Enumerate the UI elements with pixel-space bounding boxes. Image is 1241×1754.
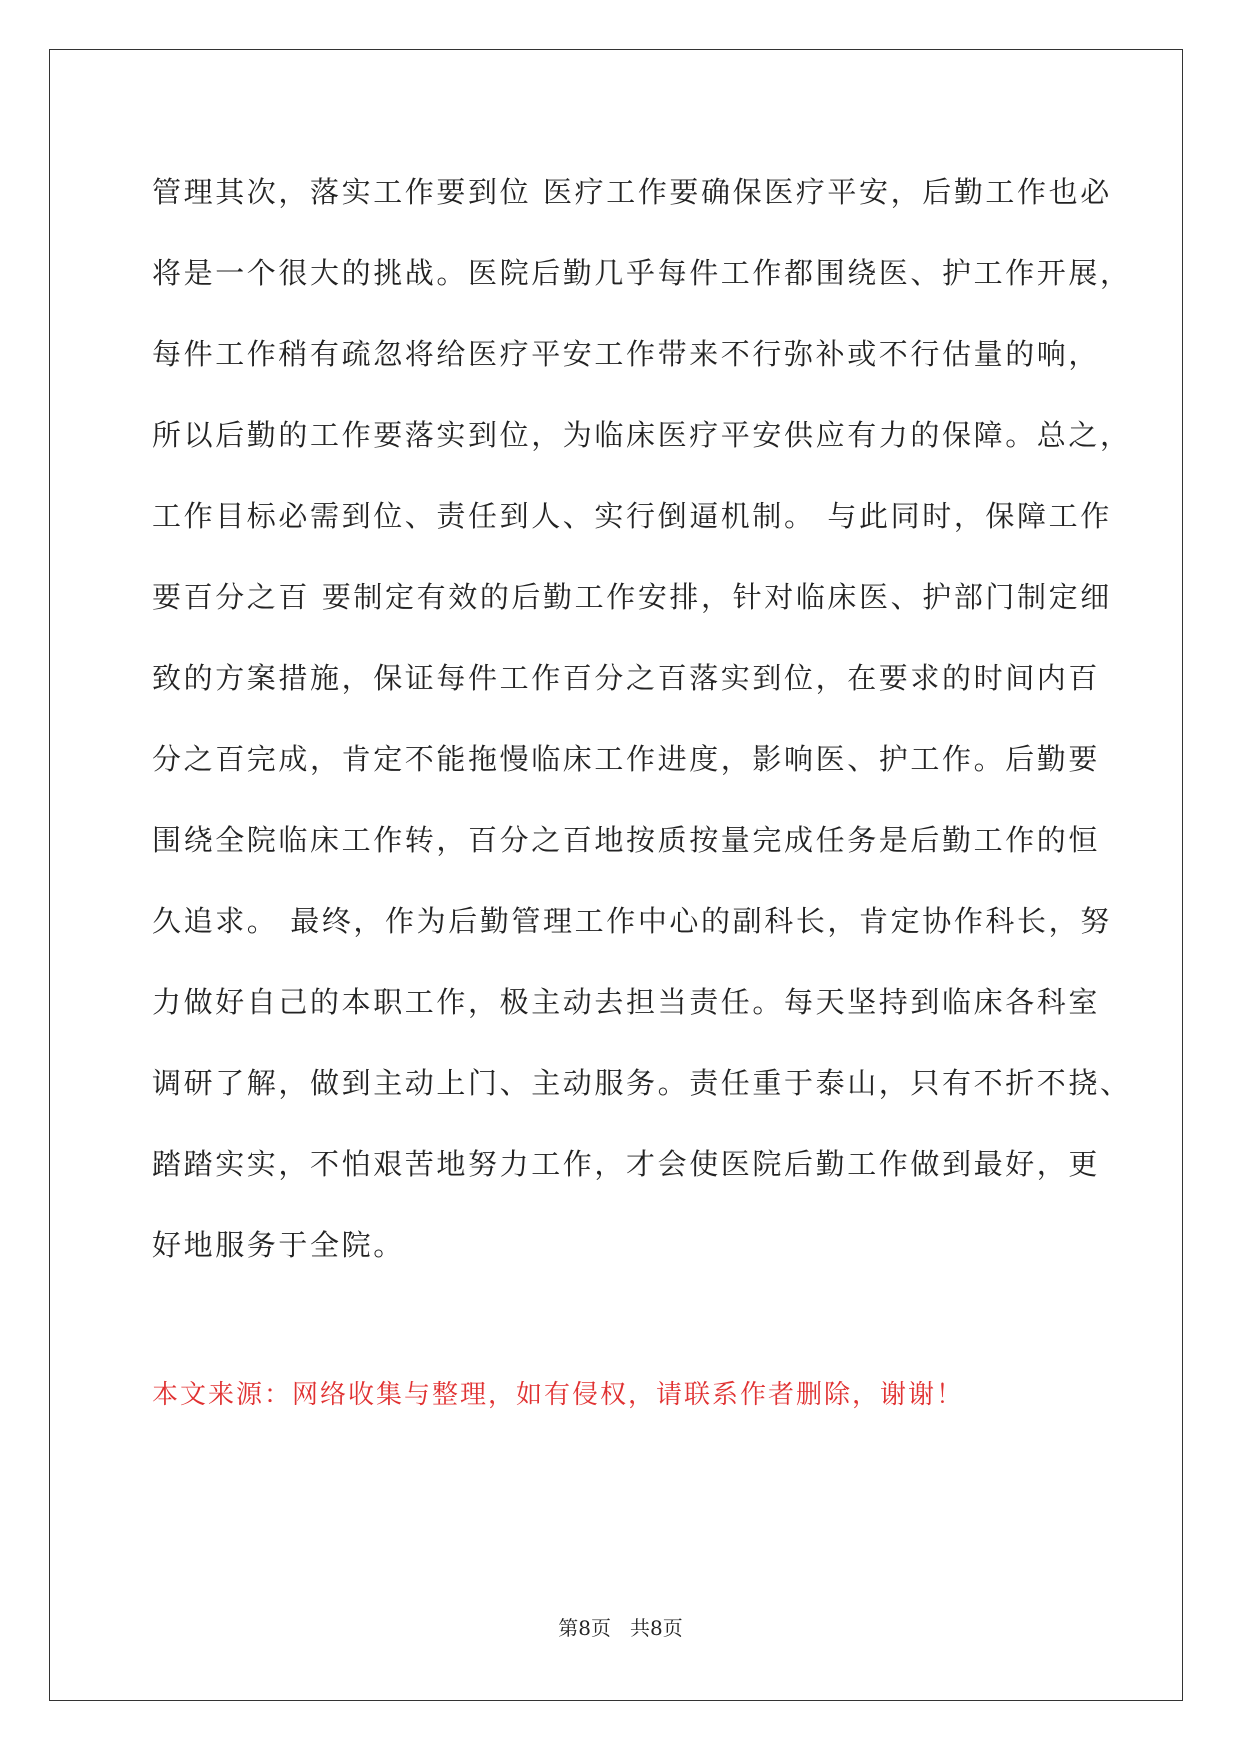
body-line: 管理其次，落实工作要到位 医疗工作要确保医疗平安，后勤工作也必 [152, 175, 1112, 209]
body-line: 致的方案措施，保证每件工作百分之百落实到位，在要求的时间内百 [152, 661, 1101, 695]
body-text [152, 162, 1132, 1296]
source-note: 本文来源：网络收集与整理，如有侵权，请联系作者删除，谢谢！ [152, 1380, 965, 1410]
body-line: 力做好自己的本职工作，极主动去担当责任。每天坚持到临床各科室 [152, 985, 1101, 1019]
body-line: 好地服务于全院。 [152, 1228, 405, 1262]
body-line: 要百分之百 要制定有效的后勤工作安排，针对临床医、护部门制定细 [152, 580, 1112, 614]
body-line: 踏踏实实，不怕艰苦地努力工作，才会使医院后勤工作做到最好，更 [152, 1147, 1101, 1181]
body-line: 分之百完成，肯定不能拖慢临床工作进度，影响医、护工作。后勤要 [152, 742, 1101, 776]
body-line: 每件工作稍有疏忽将给医疗平安工作带来不行弥补或不行估量的响， [152, 337, 1101, 371]
body-line: 调研了解，做到主动上门、主动服务。责任重于泰山，只有不折不挠、 [152, 1066, 1132, 1100]
page-footer: 第8页 共8页 [558, 1616, 683, 1640]
body-line: 久追求。 最终，作为后勤管理工作中心的副科长，肯定协作科长，努 [152, 904, 1112, 938]
body-line: 围绕全院临床工作转，百分之百地按质按量完成任务是后勤工作的恒 [152, 823, 1101, 857]
body-line: 将是一个很大的挑战。医院后勤几乎每件工作都围绕医、护工作开展， [152, 256, 1132, 290]
body-line: 所以后勤的工作要落实到位，为临床医疗平安供应有力的保障。总之， [152, 418, 1132, 452]
body-line: 工作目标必需到位、责任到人、实行倒逼机制。 与此同时，保障工作 [152, 499, 1112, 533]
